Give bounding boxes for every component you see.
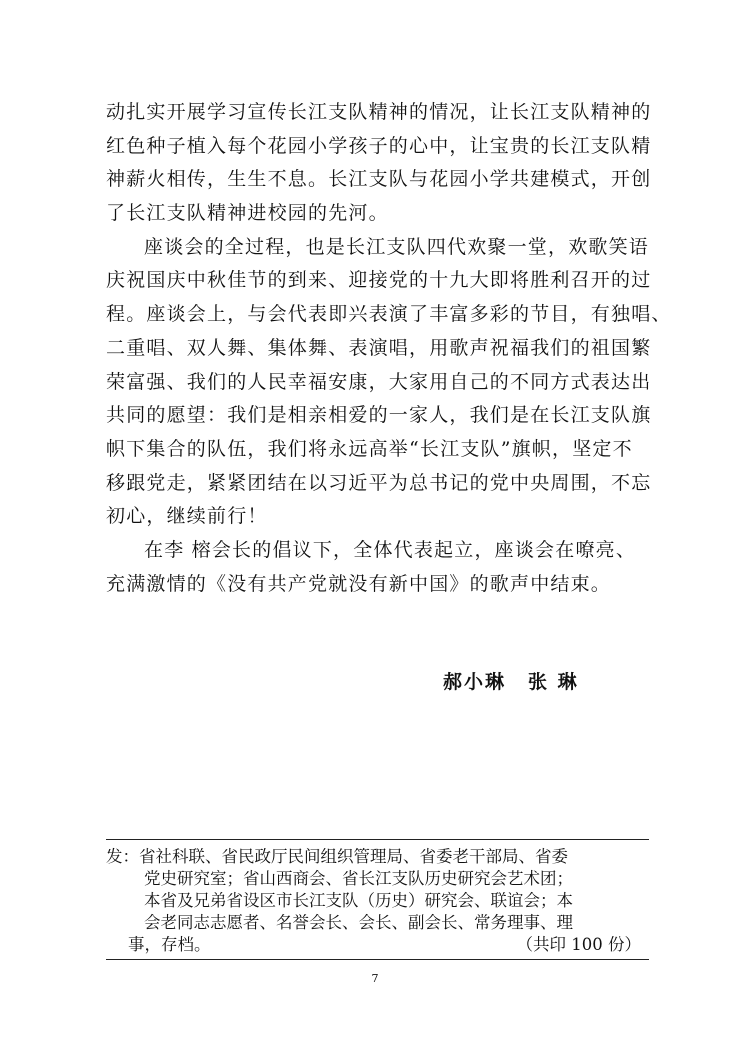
body-line: 移跟党走，紧紧团结在以习近平为总书记的党中央周围，不忘 <box>106 471 652 494</box>
body-line: 帜下集合的队伍，我们将永远高举“长江支队”旗帜，坚定不 <box>106 437 633 460</box>
body-line: 充满激情的《没有共产党就没有新中国》的歌声中结束。 <box>106 572 612 595</box>
body-line: 了长江支队精神进校园的先河。 <box>106 202 389 225</box>
body-line: 共同的愿望：我们是相亲相爱的一家人，我们是在长江支队旗 <box>106 404 652 427</box>
body-line: 座谈会的全过程，也是长江支队四代欢聚一堂，欢歌笑语 <box>144 235 650 258</box>
body-line: 荣富强、我们的人民幸福安康，大家用自己的不同方式表达出 <box>106 370 652 393</box>
divider-bottom <box>106 959 649 960</box>
author-name: 郝小琳 <box>443 671 507 693</box>
body-line: 在李 榕会长的倡议下，全体代表起立，座谈会在嘹亮、 <box>144 538 637 561</box>
body-line: 红色种子植入每个花园小学孩子的心中，让宝贵的长江支队精 <box>106 134 652 157</box>
article-body <box>106 96 672 601</box>
body-line: 神薪火相传，生生不息。长江支队与花园小学共建模式，开创 <box>106 168 652 191</box>
distribution-line: 发：省社科联、省民政厅民间组织管理局、省委老干部局、省委 <box>106 847 568 866</box>
body-line: 初心，继续前行！ <box>106 505 268 528</box>
distribution-line <box>106 934 649 956</box>
distribution-line-text: 事，存档。 <box>128 935 211 954</box>
author-byline <box>0 666 750 698</box>
distribution-line: 本省及兄弟省设区市长江支队（历史）研究会、联谊会；本 <box>144 891 573 910</box>
body-line: 二重唱、双人舞、集体舞、表演唱，用歌声祝福我们的祖国繁 <box>106 336 652 359</box>
distribution-line: 党史研究室；省山西商会、省长江支队历史研究会艺术团； <box>144 869 573 888</box>
author-name: 张 琳 <box>528 671 579 693</box>
distribution-line: 会老同志志愿者、名誉会长、会长、副会长、常务理事、理 <box>144 913 573 932</box>
body-line: 程。座谈会上，与会代表即兴表演了丰富多彩的节目，有独唱、 <box>106 303 672 326</box>
divider-top <box>106 839 649 840</box>
page-number: 7 <box>371 972 379 985</box>
print-count: （共印 100 份） <box>516 935 641 954</box>
body-line: 动扎实开展学习宣传长江支队精神的情况，让长江支队精神的 <box>106 101 652 123</box>
body-line: 庆祝国庆中秋佳节的到来、迎接党的十九大即将胜利召开的过 <box>106 269 652 292</box>
distribution-list <box>106 846 649 956</box>
